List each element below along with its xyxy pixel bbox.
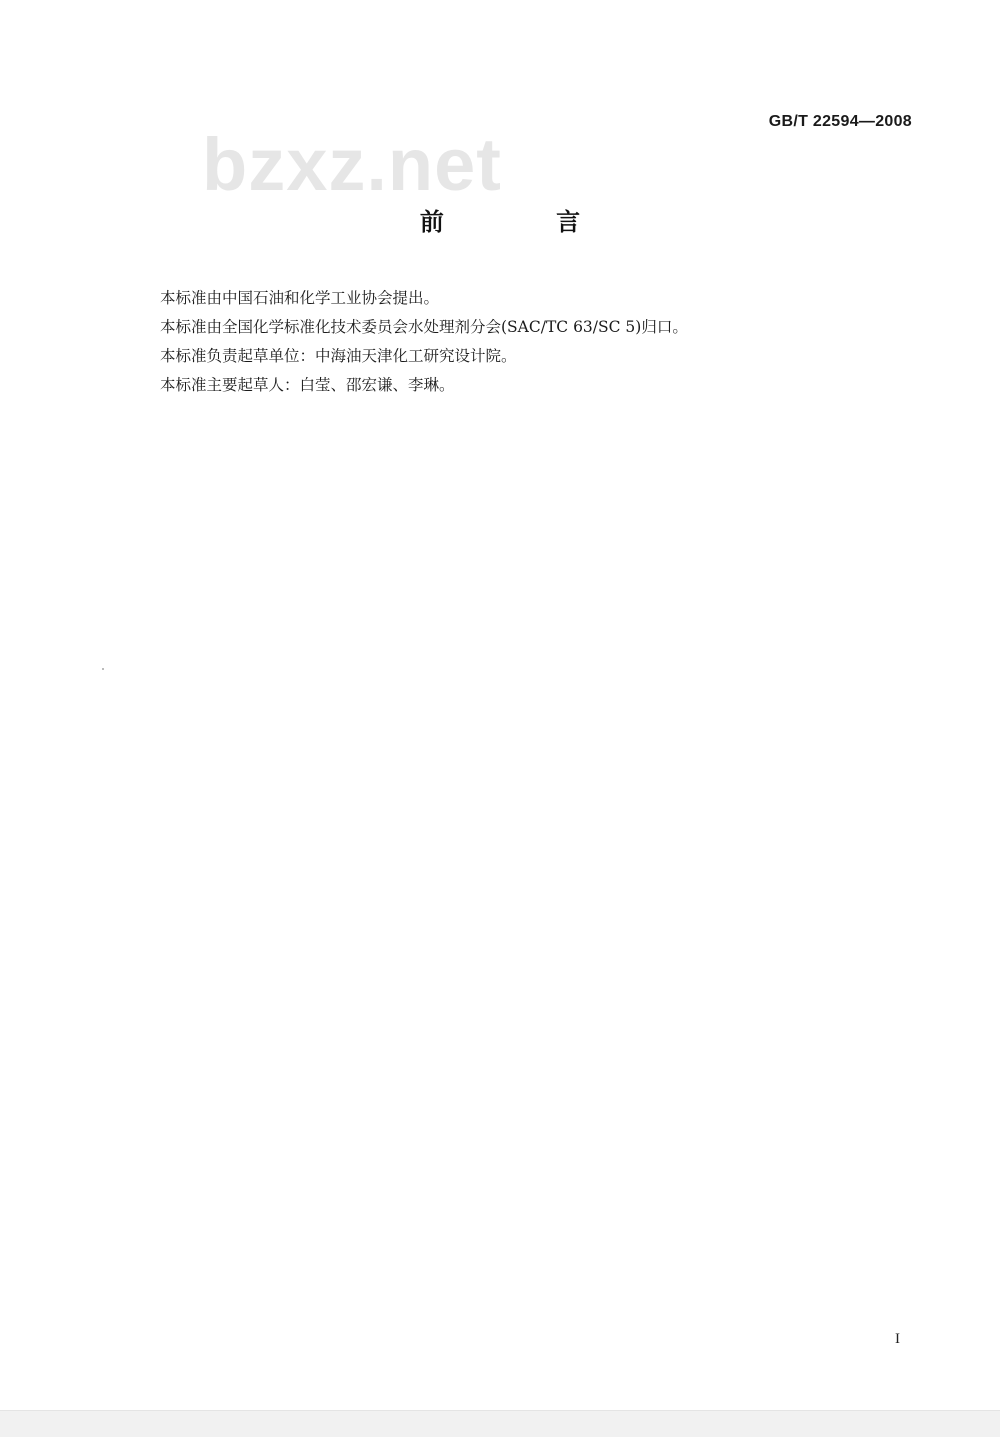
paragraph-drafters: 本标准主要起草人：白莹、邵宏谦、李琳。: [160, 376, 455, 394]
paragraph-centralized: 本标准由全国化学标准化技术委员会水处理剂分会(SAC/TC 63/SC 5)归口。: [160, 318, 688, 336]
scan-speck: [102, 668, 104, 670]
preface-body: [160, 284, 880, 400]
watermark: bzxz.net: [202, 123, 502, 206]
paragraph-drafting-unit: 本标准负责起草单位：中海油天津化工研究设计院。: [160, 347, 517, 365]
page-bottom-edge: [0, 1410, 1000, 1437]
page-title: 前 言: [419, 208, 633, 236]
standard-code: GB/T 22594—2008: [768, 113, 912, 130]
paragraph-proposer: 本标准由中国石油和化学工业协会提出。: [160, 289, 440, 307]
page-number: I: [895, 1331, 900, 1347]
